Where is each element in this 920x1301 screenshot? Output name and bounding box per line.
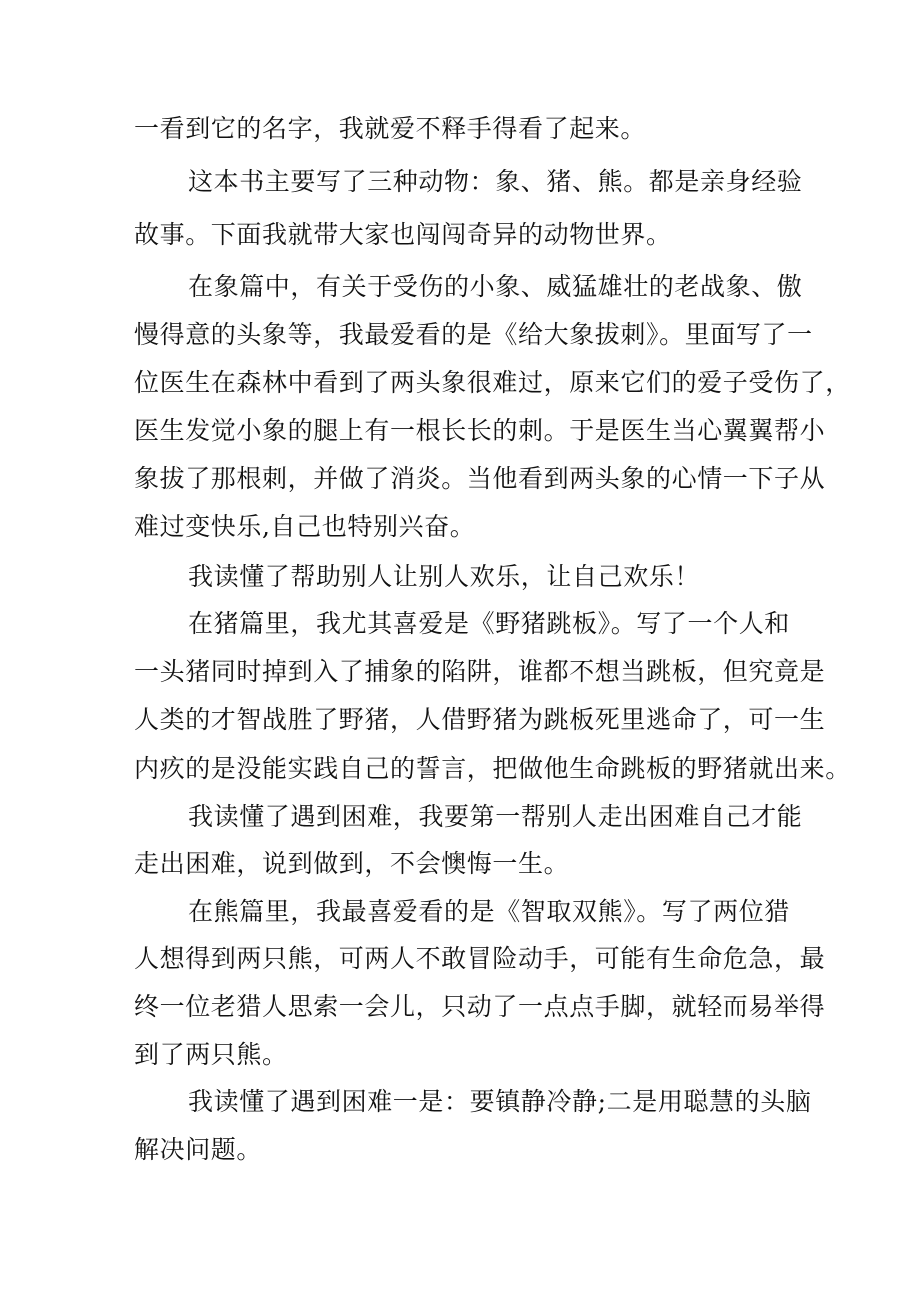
text-line: 医生发觉小象的腿上有一根长长的刺。于是医生当心翼翼帮小 — [134, 416, 826, 445]
text-line: 走出困难，说到做到，不会懊悔一生。 — [134, 849, 570, 878]
text-line: 位医生在森林中看到了两头象很难过，原来它们的爱子受伤了， — [134, 368, 851, 397]
text-line: 慢得意的头象等，我最爱看的是《给大象拔刺》。里面写了一 — [134, 320, 813, 349]
text-line: 解决问题。 — [134, 1135, 263, 1164]
paragraph-start-line: 我读懂了遇到困难一是：要镇静冷静;二是用聪慧的头脑 — [188, 1087, 812, 1116]
paragraph-start-line: 这本书主要写了三种动物：象、猪、熊。都是亲身经验 — [188, 167, 803, 196]
paragraph-start-line: 在猪篇里，我尤其喜爱是《野猪跳板》。写了一个人和 — [188, 609, 790, 638]
text-line: 人想得到两只熊，可两人不敢冒险动手，可能有生命危急，最 — [134, 944, 826, 973]
text-line: 一看到它的名字，我就爱不释手得看了起来。 — [134, 114, 647, 143]
text-line: 一头猪同时掉到入了捕象的陷阱，谁都不想当跳板，但究竟是 — [134, 657, 826, 686]
paragraph-start-line: 在熊篇里，我最喜爱看的是《智取双熊》。写了两位猎 — [188, 897, 790, 926]
paragraph-start-line: 我读懂了遇到困难，我要第一帮别人走出困难自己才能 — [188, 802, 803, 831]
text-line: 内疚的是没能实践自己的誓言，把做他生命跳板的野猪就出来。 — [134, 754, 851, 783]
text-line: 难过变快乐,自己也特别兴奋。 — [134, 512, 476, 541]
text-line: 人类的才智战胜了野猪，人借野猪为跳板死里逃命了，可一生 — [134, 705, 826, 734]
text-line: 故事。下面我就带大家也闯闯奇异的动物世界。 — [134, 220, 672, 249]
text-line: 到了两只熊。 — [134, 1040, 288, 1069]
text-line: 象拔了那根刺，并做了消炎。当他看到两头象的心情一下子从 — [134, 464, 826, 493]
paragraph-start-line: 在象篇中，有关于受伤的小象、威猛雄壮的老战象、傲 — [188, 272, 803, 301]
paragraph-start-line: 我读懂了帮助别人让别人欢乐，让自己欢乐！ — [188, 562, 701, 591]
text-line: 终一位老猎人思索一会儿，只动了一点点手脚，就轻而易举得 — [134, 992, 826, 1021]
